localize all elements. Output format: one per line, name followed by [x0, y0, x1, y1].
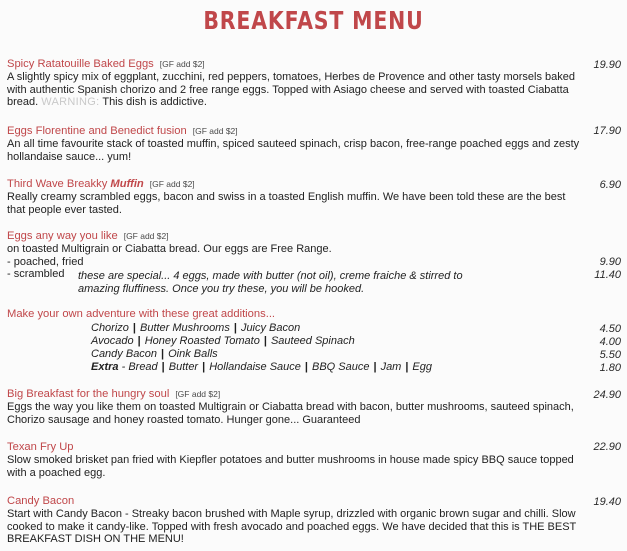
item-description: Slow smoked brisket pan fried with Kiepfler potatoes and butter mushrooms in house made spicy BBQ sauce topped with a poached egg.	[7, 454, 574, 479]
menu-item-texan-fry-up	[7, 440, 582, 479]
item-name: Texan Fry Up	[7, 441, 74, 453]
item-price: 19.90	[593, 59, 621, 71]
menu-item-big-breakfast	[7, 387, 582, 426]
item-price: 19.40	[593, 496, 621, 508]
warning-text: This dish is addictive.	[102, 96, 207, 109]
item-price: 6.90	[599, 179, 621, 191]
gf-note: [GF add $2]	[192, 126, 238, 136]
item-name: Eggs any way you like	[7, 230, 118, 242]
item-name-highlight: Muffin	[110, 178, 144, 190]
menu-item-ratatouille	[7, 57, 582, 109]
item-description: An all time favourite stack of toasted muffin, spiced sauteed spinach, crisp bacon, free-range poached eggs and zesty hollandaise sauce... yum!	[7, 138, 580, 163]
page-title: BREAKFAST MENU	[203, 6, 424, 35]
item-name: Spicy Ratatouille Baked Eggs	[7, 58, 154, 70]
item-price: 24.90	[593, 389, 621, 401]
addition-price: 4.50	[599, 323, 621, 335]
item-price: 17.90	[593, 125, 621, 137]
addition-row-extra: Extra - Bread | Butter | Hollandaise Sauce | BBQ Sauce | Jam | Egg	[91, 361, 432, 373]
gf-note: [GF add $2]	[159, 59, 205, 69]
warning-label: WARNING:	[41, 96, 100, 109]
additions-section	[7, 307, 582, 321]
item-name: Eggs Florentine and Benedict fusion	[7, 125, 187, 137]
addition-price: 5.50	[599, 349, 621, 361]
addition-price: 1.80	[599, 362, 621, 374]
item-name: Big Breakfast for the hungry soul	[7, 388, 170, 400]
menu-item-florentine	[7, 124, 582, 163]
addition-row: Chorizo | Butter Mushrooms | Juicy Bacon	[91, 322, 301, 334]
item-intro: on toasted Multigrain or Ciabatta bread. Our eggs are Free Range.	[7, 243, 332, 255]
item-description: Really creamy scrambled eggs, bacon and swiss in a toasted English muffin. We have been told these are the best that people ever tasted.	[7, 191, 566, 216]
option-scrambled-price: 11.40	[594, 269, 621, 281]
option-poached-fried: - poached, fried	[7, 255, 84, 268]
item-name: Third Wave Breakky	[7, 178, 108, 190]
gf-note: [GF add $2]	[175, 389, 221, 399]
gf-note: [GF add $2]	[149, 179, 195, 189]
menu-item-candy-bacon	[7, 494, 582, 546]
addition-row: Candy Bacon | Oink Balls	[91, 348, 218, 360]
option-poached-fried-price: 9.90	[599, 256, 621, 268]
menu-item-eggs-any-way	[7, 229, 582, 295]
gf-note: [GF add $2]	[123, 231, 169, 241]
additions-heading: Make your own adventure with these great additions...	[7, 308, 276, 320]
menu-item-breakky-muffin	[7, 177, 582, 216]
item-description: Start with Candy Bacon - Streaky bacon brushed with Maple syrup, drizzled with organic brown sugar and chilli. Slow cooked to make it candy-like. Topped with fresh avocado and poached eggs. We have decided that this is THE BEST BREAKFAST DISH ON THE MENU!	[7, 508, 577, 546]
option-scrambled-description: these are special... 4 eggs, made with butter (not oil), creme fraiche & stirred to amazing fluffiness. Once you try these, you will be hooked.	[78, 270, 463, 295]
item-description: A slightly spicy mix of eggplant, zucchini, red peppers, tomatoes, Herbes de Provence and other tasty morsels baked with authentic Spanish chorizo and 2 free range eggs. Topped with Asiago cheese and served with toasted Ciabatta bread.	[7, 71, 576, 109]
item-name: Candy Bacon	[7, 495, 75, 507]
addition-price: 4.00	[599, 336, 621, 348]
option-scrambled: - scrambled	[7, 268, 65, 281]
addition-row: Avocado | Honey Roasted Tomato | Sauteed Spinach	[91, 335, 355, 347]
item-price: 22.90	[593, 441, 621, 453]
item-description: Eggs the way you like them on toasted Multigrain or Ciabatta bread with bacon, butter mushrooms, sauteed spinach, Chorizo sausage and honey roasted tomato. Hunger gone... Guaranteed	[7, 401, 574, 426]
